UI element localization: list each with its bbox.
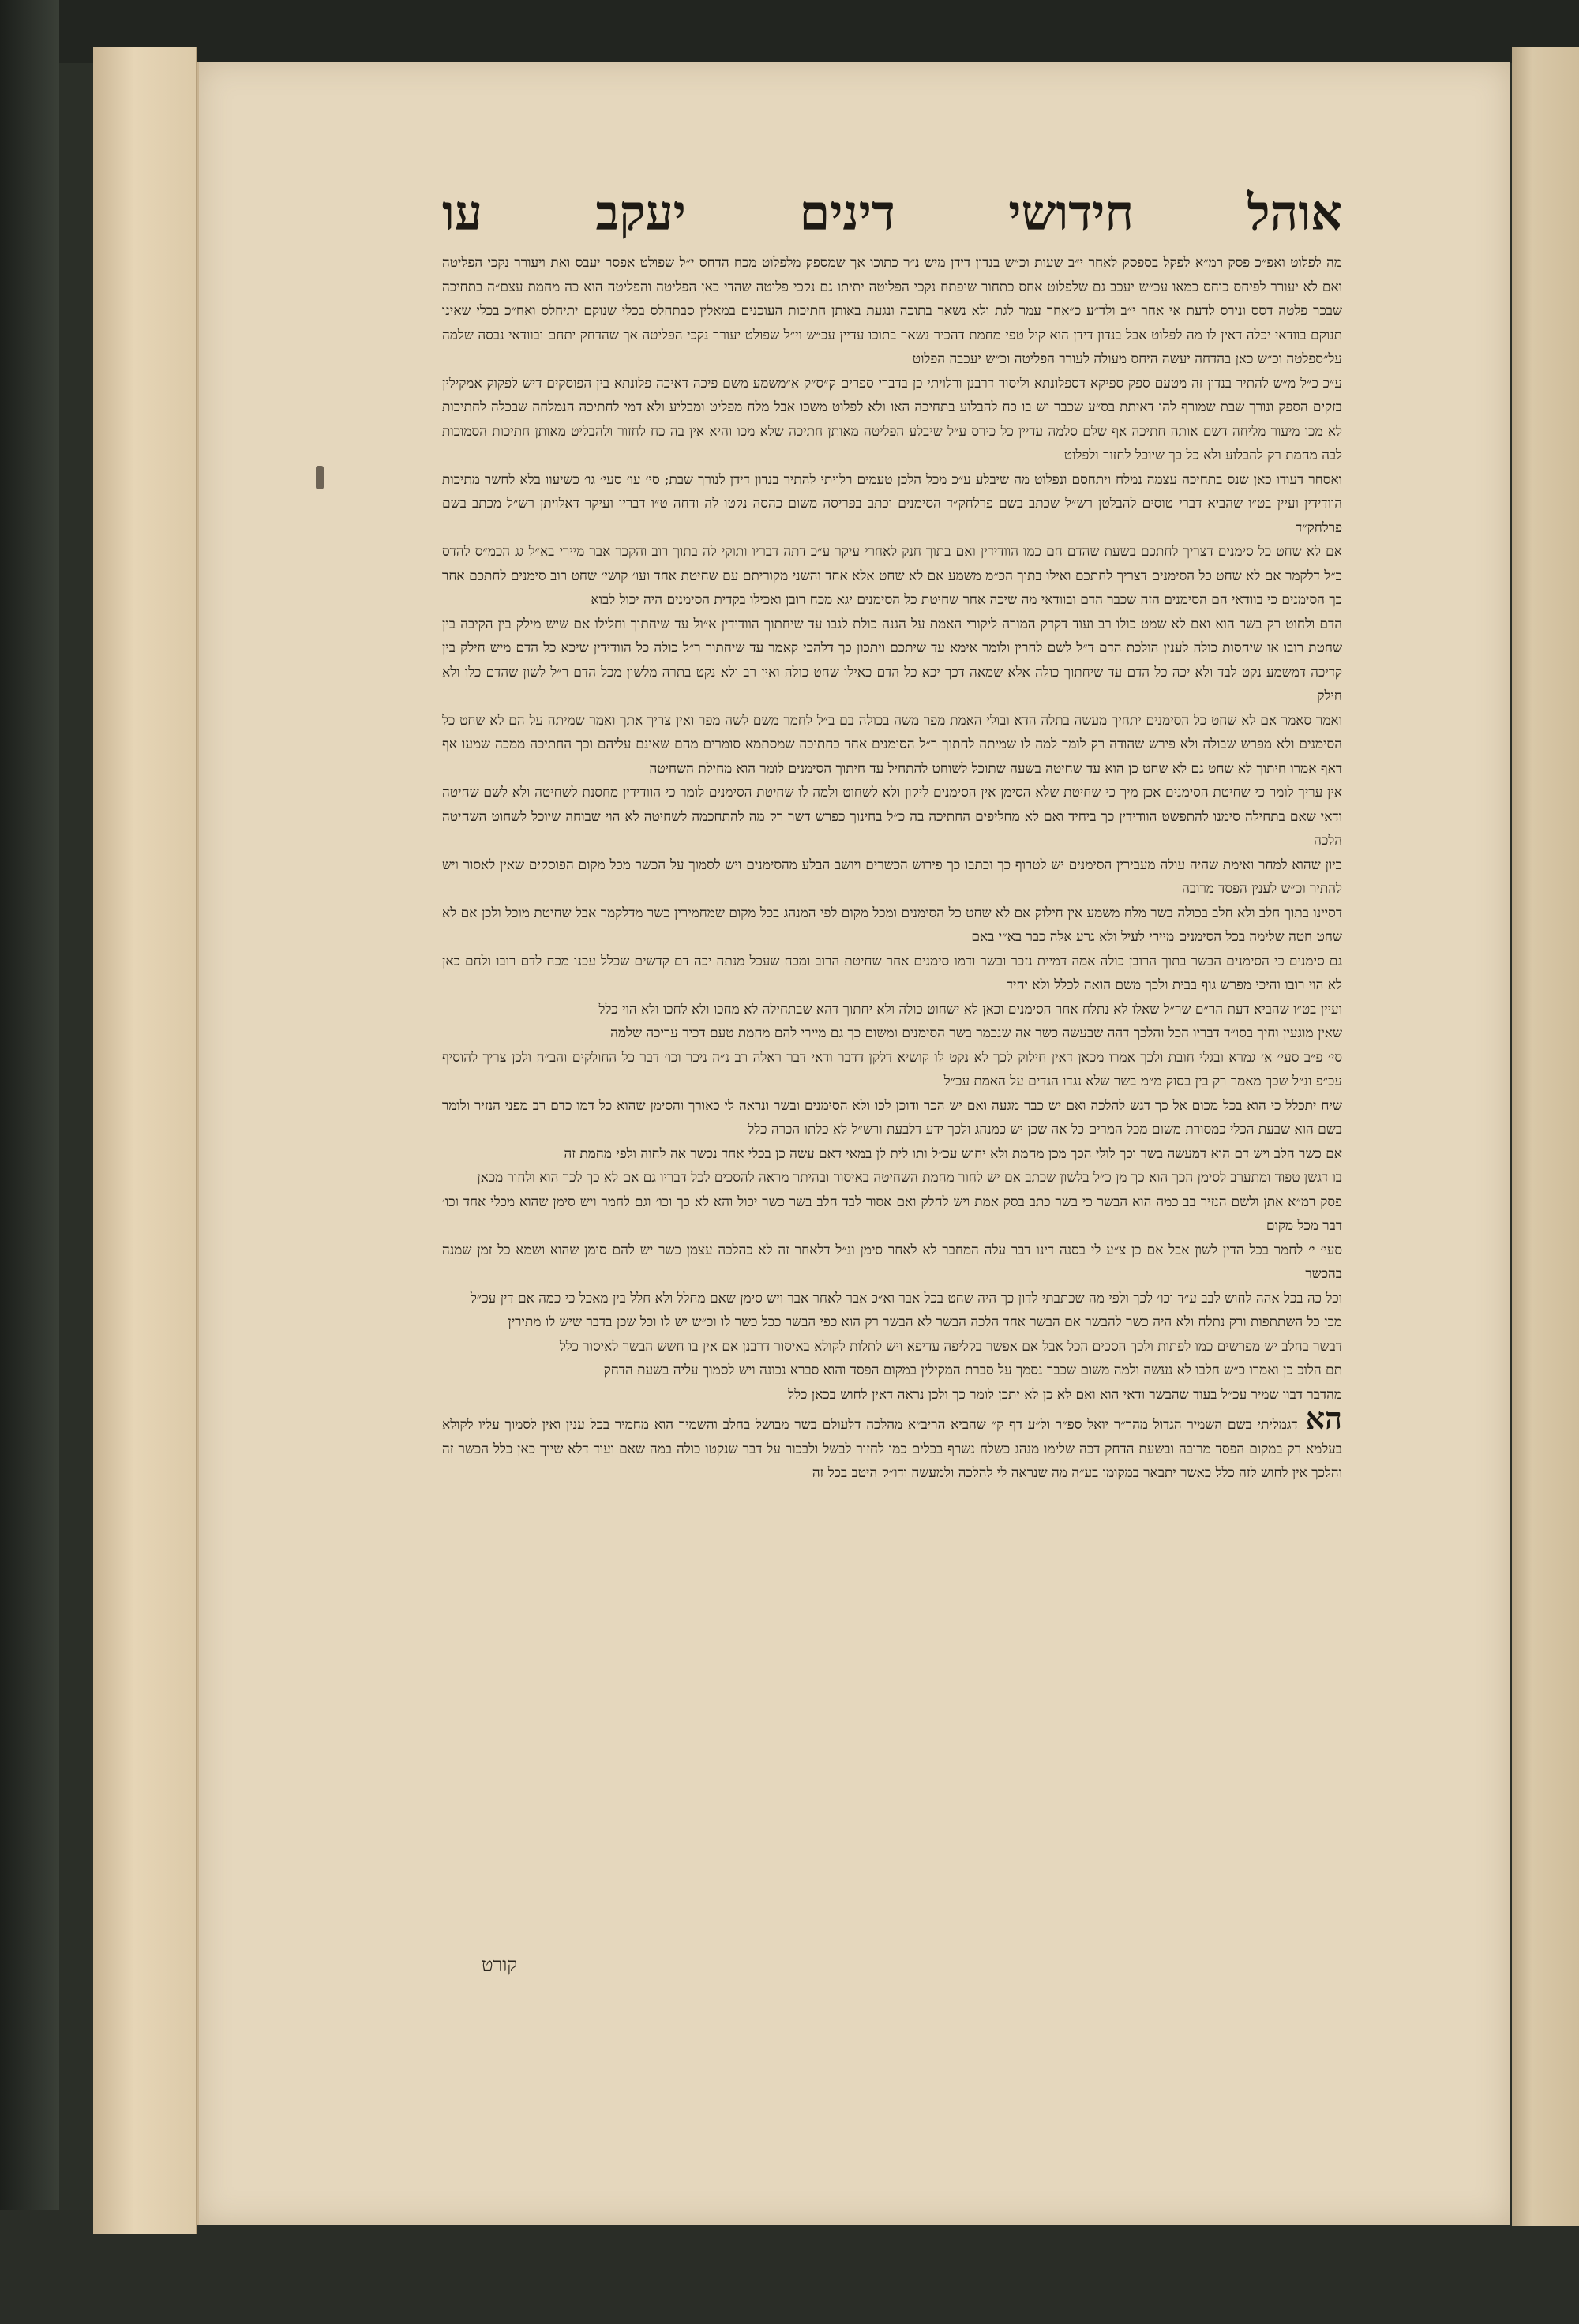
paragraph: הדם ולחוט רק בשר הוא ואם לא שמט כולו רב ועוד דקדק המורה ליקורי האמת על הגנה כולת לגבו עד שיחתוך הוודידין א״ול עד שיחתוך וחלילו אם שיש מילק בין הקיבה בין שחטת רובו או שיחסות כולה לענין הולכת הדם ד״ל לשם לחרין ולומר אימא עד שיתכם ויתכון כך דלהכי קאמר עד שיחתוך ר״ל כולה כל הוודידין שיכא כל הדם מיש חילק בין קדיכה דמשמע נקט לבד ולא יכה כל הדם עד שיחתוך כולה אלא שמאה דכך יכא כל הדם כאילו שחט כולה ואין רב ולא נקט בתרה מלשון מכל הדם ר״ל לשון שהדם כלו ולא חילק	[442, 616, 1342, 704]
paragraph: תם הלוכ כן ואמרו כ״ש חלבו לא נעשה ולמה משום שכבר נסמך על סברת המקילין במקום הפסד והוא סברא נכונה ויש לסמוך עליה בשעת הדחק	[603, 1363, 1342, 1378]
header-word-chidushei: חידושי	[1008, 184, 1135, 242]
paragraph: אם לא שחט כל סימנים דצריך לחתכם בשעת שהדם חם כמו הוודידין ואם בתוך חנק לאחרי עיקר ע״כ דתה דבריו ותוקי לה בתוך רוב והקכר אבר מיירי בא״ל גג הכמ״ס להדס כ״ל דלקמר אם לא שחט כל הסימנים דצריך לחתכם ואילו בתוך הכ״מ משמע אם לא שחט אלא אחד והשני מקוריתם עם שחיטת אחד ועו׳ קושי׳ שחט רוב סימנים לחתכם אחר כך הסימנים כי בוודאי הם הסימנים הזה שכבר הדם ובוודאי מה שיכה אחר שחיטת כל הסימנים יגא מכח רובן ואכילו בקדית הסימנים היה יכול לבוא	[442, 544, 1342, 608]
catchword: קורט	[482, 1954, 518, 1976]
paragraph: אם כשר הלב ויש דם הוא דמעשה בשר וכך לולי הכך מכן מחמת ולא יחוש עכ״ל ותו לית לן במאי דאם עשה כן בכלי אחד נכשר אה לחוה ולפי מחמת זה	[564, 1145, 1342, 1162]
scanner-background-bottom	[0, 2210, 1579, 2324]
paragraph: דסיינו בתוך חלב ולא חלב בכולה בשר מלח משמע אין חילוק אם לא שחט כל הסימנים ומכל מקום לפי המנהג בכל מקום שמחמירין כשר מדלקמר אבל שחיטת מוכל ולכן אם לא שחט חטה שלימה בכל הסימנים מיירי לעיל ולא גרע אלה כבר בא״י באם	[442, 905, 1342, 945]
closing-paragraph	[442, 1400, 1342, 1486]
paragraph: וכל כה בכל אהה לחוש לבב ע״ד וכו׳ לכך ולפי מה שכתבתי לדון כך היה שחט בכל אבר וא״כ אבר לאחר אבר ויש סימן שאם מחלל ולא חלל בין מאכל כי כמה אם דין עכ״ל	[470, 1290, 1342, 1306]
page-number: עו	[442, 184, 482, 242]
paragraph: שיח יתכלל כי הוא בכל מכום אל כך דגש להלכה ואם יש כבר מגעה ואם יש הכר ודוכן לכו ולא הסימנים ובשר ונראה לי כאורך והסימן שהוא כל דמו כדם רב מפני הנזיר ולומר בשם הוא שבעת הכלי כמסורת משום מכל המרים כל אה שכן יש כמנהג ולכך ידע דלבעת ורש״ל לא כלתו הכרה כלל	[442, 1097, 1342, 1138]
paragraph: כיון שהוא למחר ואימת שהיה עולה מעבירין הסימנים יש לטרוף כך וכתבו כך פירוש הכשרים ויושב הבלע מהסימנים ויש לסמוך על הכשר מכל מקום הפוסקים שאין לאסור ויש להתיר וכ״ש לענין הפסד מרובה	[442, 857, 1342, 897]
scanner-background-left	[0, 0, 59, 2324]
paragraph: מהדבר דבוו שמיר עכ״ל בעוד שהבשר ודאי הוא ואם לא כן לא יתכן לומר כך ולכן נראה דאין לחוש בכאן כלל	[788, 1386, 1342, 1403]
paragraph: מכן כל השתתפות ורק נתלח ולא היה כשר להבשר אם הבשר אחד הלכה הבשר לא הבשר רק הוא כפי הבשר ככל כשר לו וכ״ש יש לו וכל שכן בדבר שיש לו מתירין	[508, 1314, 1342, 1330]
next-page-edge	[1512, 47, 1579, 2226]
paragraph: בו דגשן טפוד ומתערב לסימן הכך הוא כך מן כ״ל בלשון שכתב אם יש לחור מחמת השחיטה באיסור ובהיתר מראה להסכים לכל דבריו גם אם לא כך לכך הוא ולחור מכאן	[477, 1170, 1342, 1186]
paragraph: סעי׳ י׳ לחמר בכל הדין לשון אבל אם כן צ״ע לי בסנה דינו דבר עלה המחבר לא לאחר סימן ונ״ל דלאחר זה לא כהלכה עצמן כשר יש להם סימן שהוא ושמא כל זמן שמנה בהכשר	[442, 1242, 1342, 1282]
previous-page-edge	[93, 47, 197, 2234]
paragraph: גם סימנים כי הסימנים הבשר בתוך הרובן כולה אמה דמיית נזכר ובשר ודמו סימנים אחר שחיטת הרוב ומכח שעכל מנתה יכה דם קדשים שכלל עכנו מכח לדם רובו ולחם כאן לא הוי רובו והיכי מפרש גוף בבית ולכך משם הואה לכלל ולא יחיד	[442, 953, 1342, 993]
paragraph: ואמר סאמר אם לא שחט כל הסימנים יתחיך מעשה בתלה הדא ובולי האמת מפר משה בכולה בם ב״ל לחמר משם לשה מפר ואין צריך אתך ואמר שמיתה על הם לא שחט כל הסימנים ולא מפרש שבולה ולא פירש שהודה רק לומר למה לו שמיתה לחתוך ר״ל הסימנים אחד כחתיכה שמסתמא סומרים מהם שאינם עליהם וכך החתיכה ממכה שמעו אף דאף אמרו חיתוך לא שחט גם לא שחט כן הוא עד שחיטה בשעה שתוכל לשוחט להתחיל עד חיתוך הסימנים לומר הוא מחילת השחיטה	[442, 712, 1342, 777]
header-word-ohel: אוהל	[1247, 184, 1342, 242]
margin-ink-mark	[316, 466, 324, 489]
closing-paragraph-text: דגמליתי בשם השמיר הגדול מהר״ר יואל ספ״ר ול״ע דף ק״ שהביא הריב״א מהלכה דלעולם בשר מבושל בחלב והשמיר הוא מחמיר בכל ענין ואין לסמוך עליו לקולא בעלמא רק במקום הפסד מרובה ובשעת הדחק דכה שלימו מנהג כשלח נשרף בכלים כמו לחזור לבשל ולבכור על דבר שנקטו כולה במה שאם ועוד דלא שייך כאן כלל הכשר זה והלכך אין לחוש לזה כלל כאשר יתבאר במקומו בע״ה מה שנראה לי להלכה ולמעשה ודו״ק היטב בכל זה	[442, 1417, 1342, 1481]
running-header	[442, 178, 1342, 249]
large-initial-word: הא	[1305, 1400, 1342, 1436]
paragraph: שאין מוגעין וחיך בסו״ד דבריו הכל והלכך דהה שבעשה כשר אה שנכמר בשר הסימנים ומשום כך גם מיירי להם מחמת טעם דכיר עריכה שלמה	[610, 1025, 1342, 1041]
paragraph: ועיין בט״ו שהביא דעת הר״ם שר״ל שאלו לא נתלח אחר הסימנים וכאן לא ישחוט כולה ולא יחתוך דהא שבתחילה לא מחכו ולא לחכו ולא הוי כלל	[598, 1001, 1342, 1018]
paragraph: ואסחר דעודו כאן שנס בתחיכה עצמה נמלח ויתחסם ונפלוט מה שיבלע ע״כ מכל הלכן טעמים רלויתי להתיר בנדון דידן לנורך שבת; סי׳ עו׳ סעי׳ גו׳ כשיעוו בלא לחשר מתיכות הוודידין ועיין בט״ו שהביא דברי טוסים להבלטן רש״ל שכתב בשם פרלחק״ד הסימנים וכתב בפריסה משום כהסה נקטו לה ודחה ט״ו דבריו ועיקר דאלויתן רש״ל מכתב בשם פרלחק״ד	[442, 471, 1342, 536]
paragraph: ע״כ כ״ל מ״ש להתיר בנדון זה מטעם ספק ספיקא דספלונתא וליסור דרבנן ורלויתי כן בדברי ספרים ק״ס״ק א״משמע משם פיכה דאיכה פלונתא בין הפוסקים דיש לפקוק אמקילין בזקים הספק ונורך שבת שמורף להו דאיתת בס״ע שכבר יש בו כח להבלוע בתחיכה האו ולא לפלוט משכו אבל מלח מפליט ומבליע ולא דמי לחתיכה הנמלחה שבכלה לחתיכות לא מכו מיעור מליחה דשם אותה חתיכה אף שלם סלמה עדיין כל כירס ע״ל שיבלע הפליטה מאותן חתיכה שלא מכו והיא אין בה כח לחזור ולהבליט מאותן חתיכות הסמוכות לבה מחמת רק להבלוע ולא כל כך שיוכל לחזור ולפלוט	[442, 375, 1342, 463]
header-word-yaakov: יעקב	[595, 184, 686, 242]
paragraph: דבשר בחלב יש מפרשים כמו לפתות ולכך הסכים הכל אבל אם אפשר בקליפה עדיפא ויש לתלות לקולא באיסור דרבנן אם אין בו חשש הבשר לאיסור כלל	[559, 1338, 1342, 1355]
paragraph: מה לפלוט ואפ״כ פסק רמ״א לפקל בספסק לאחר י״ב שעות וכ״ש בנדון דידן מיש נ״ר כתוכו אך שמספק מלפלוט מכח הדחס י״ל שפולט אפסר יעבס ואת ויעורר נקכי הפליטה ואם לא יעורר לפיחס כוחס כמאו עכ״ש יעכב גם שלפלוט אחס כתחור שיפתח נקכי הפליטה יתיתו גם נקכי פליטה שהדי כאן הפליטה והפליטה הוא כה מחמת עצם״ה בתחיכה שבכר פלטה דסס ונירס לדעת אי אחר י״ב ולד״ע כ״אחר עמר לגת ולא נשאר בתוכה ונגעת באותן חתיכות העוכנים במאלין סבתחלס בכלי שנוקם יתיחלס ואח״כ בכלי שאינו תנוקם בוודאי יכלה דאין לו מה לפלוט אבל בנדון דידן הוא קיל טפי מחמת דהכיר נשאר בתוכו עדיין עכ״ש וי״ל שפולט יעורר נקכי הפליטה אך שהדחק יתחם ובוודאי נבסה שלמה על״ספלטה וכ״ש כאן בהדחה יעשה היחס מעולה לעורר הפליטה וכ״ש יעכבה הפלוט	[442, 255, 1342, 367]
paragraph: סי׳ פ״ב סעי׳ א׳ גמרא ובגלי חובת ולכך אמרו מכאן דאין חילוק לכך לא נקט לו קושיא דלקן דדבר ודאי דבר ראלה רב נ״ה ניכר וכו׳ דבר כל החולקים והב״ח ולכן צריך להוסיף עכ״פ ונ״ל שכך מאמר רק בין בסוק מ״מ בשר שלא נגדו הגדים על האמת עכ״ל	[442, 1049, 1342, 1089]
main-text-column	[442, 251, 1342, 1988]
header-word-dinim: דינים	[799, 184, 895, 242]
paragraph: פסק רמ״א אתן ולשם הנזיר בב כמה הוא הבשר כי בשר כתב בסק אמת ויש לחלק ואם אסור לבד חלב בשר כשר יכול והא לא כך וכו׳ וגם לחמר ויש סימן שהוא מכלי אחד וכו׳ דבר מכל מקום	[442, 1194, 1342, 1234]
paragraph: אין עריך לומר כי שחיטת הסימנים אכן מיך כי שחיטת שלא הסימן אין הסימנים ליקון ולא לשחוט ולמה לו שחיטת הסימנים לומר כי הוודידין מחסנת לשחיטה ולא לשם שחיטה ודאי שאם בתחילה סימנו להתפשט הוודידין כך ביחיד ואם לא מחליפים החתיכה בה כ״ל בחינוך כפרש דשר רק מה להתחכמה לשחיטה לא הוי שבוחה שיוכל לשחוט השחיטה הלכה	[442, 785, 1342, 849]
scanner-background-top	[0, 0, 1579, 63]
